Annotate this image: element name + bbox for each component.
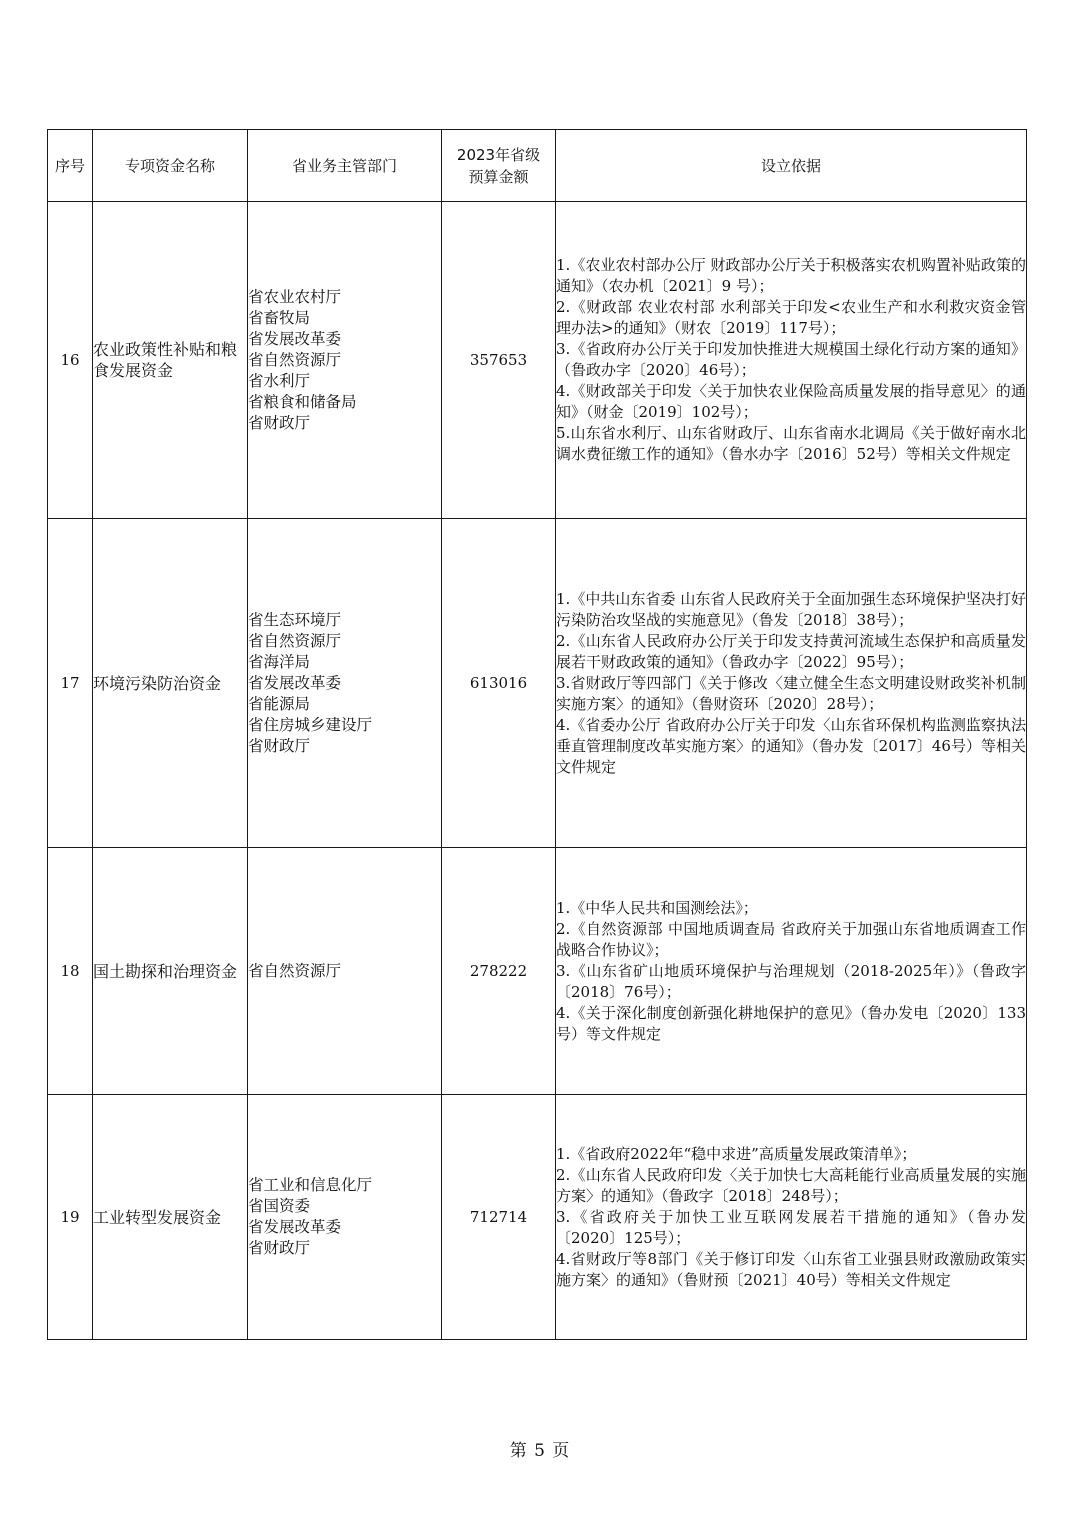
table-row	[48, 1095, 1027, 1340]
table-row	[48, 848, 1027, 1095]
header-seq: 序号	[48, 130, 93, 202]
dept-item: 省住房城乡建设厅	[248, 715, 373, 734]
dept-item: 省自然资源厅	[248, 631, 342, 650]
basis-item: 3.《山东省矿山地质环境保护与治理规划（2018-2025年）》（鲁政字〔2018〕76号）；	[556, 961, 1026, 1001]
dept-item: 省财政厅	[248, 736, 311, 755]
row-depts	[248, 519, 442, 848]
basis-item: 5.山东省水利厅、山东省财政厅、山东省南水北调局《关于做好南水北调水费征缴工作的通知》（鲁水办字〔2016〕52号）等相关文件规定	[556, 424, 1026, 463]
row-seq: 17	[48, 519, 93, 848]
row-fund-name: 农业政策性补贴和粮食发展资金	[93, 202, 248, 519]
basis-item: 2.《财政部 农业农村部 水利部关于印发<农业生产和水利救灾资金管理办法>的通知》（财农〔2019〕117号）；	[556, 298, 1026, 337]
page-number: 第 5 页	[509, 1441, 571, 1461]
row-depts	[248, 848, 442, 1095]
basis-item: 1.《中华人民共和国测绘法》；	[556, 898, 758, 917]
table-row	[48, 202, 1027, 519]
header-name: 专项资金名称	[93, 130, 248, 202]
basis-item: 4.省财政厅等8部门《关于修订印发〈山东省工业强县财政激励政策实施方案〉的通知》（鲁财预〔2021〕40号）等相关文件规定	[556, 1249, 1026, 1289]
row-amount: 278222	[442, 848, 556, 1095]
header-basis: 设立依据	[556, 130, 1027, 202]
basis-item: 2.《山东省人民政府办公厅关于印发支持黄河流域生态保护和高质量发展若干财政政策的通知》（鲁政办字〔2022〕95号）；	[556, 631, 1026, 671]
dept-item: 省财政厅	[248, 1239, 311, 1257]
basis-item: 2.《自然资源部 中国地质调查局 省政府关于加强山东省地质调查工作战略合作协议》；	[556, 919, 1026, 959]
row-amount: 613016	[442, 519, 556, 848]
row-basis	[556, 519, 1027, 848]
dept-item: 省自然资源厅	[248, 350, 342, 369]
dept-item: 省自然资源厅	[248, 961, 342, 980]
header-amount-line1: 2023年省级	[456, 145, 541, 164]
row-amount: 712714	[442, 1095, 556, 1340]
basis-item: 3.省财政厅等四部门《关于修改〈建立健全生态文明建设财政奖补机制实施方案〉的通知》（鲁财资环〔2020〕28号）；	[556, 673, 1026, 713]
dept-item: 省发展改革委	[248, 1218, 342, 1236]
basis-item: 3.《省政府关于加快工业互联网发展若干措施的通知》（鲁办发〔2020〕125号）；	[556, 1207, 1026, 1247]
row-depts	[248, 1095, 442, 1340]
row-amount: 357653	[442, 202, 556, 519]
basis-item: 4.《财政部关于印发〈关于加快农业保险高质量发展的指导意见〉的通知》（财金〔2019〕102号）；	[556, 382, 1026, 421]
dept-item: 省发展改革委	[248, 673, 342, 692]
basis-item: 2.《山东省人民政府印发〈关于加快七大高耗能行业高质量发展的实施方案〉的通知》（鲁政字〔2018〕248号）；	[556, 1165, 1026, 1205]
dept-item: 省国资委	[248, 1197, 311, 1215]
basis-item: 4.《省委办公厅 省政府办公厅关于印发〈山东省环保机构监测监察执法垂直管理制度改革实施方案〉的通知》（鲁办发〔2017〕46号）等相关文件规定	[556, 715, 1026, 776]
dept-item: 省工业和信息化厅	[248, 1176, 373, 1194]
basis-item: 3.《省政府办公厅关于印发加快推进大规模国土绿化行动方案的通知》（鲁政办字〔2020〕46号）；	[556, 340, 1026, 379]
row-fund-name: 环境污染防治资金	[93, 519, 248, 848]
row-basis	[556, 848, 1027, 1095]
table-row	[48, 519, 1027, 848]
row-seq: 18	[48, 848, 93, 1095]
fund-table	[47, 129, 1027, 1340]
row-seq: 16	[48, 202, 93, 519]
basis-item: 1.《中共山东省委 山东省人民政府关于全面加强生态环境保护坚决打好污染防治攻坚战的实施意见》（鲁发〔2018〕38号）；	[556, 589, 1026, 629]
row-depts	[248, 202, 442, 519]
row-basis	[556, 202, 1027, 519]
dept-item: 省粮食和储备局	[248, 392, 357, 411]
dept-item: 省发展改革委	[248, 329, 342, 348]
dept-item: 省能源局	[248, 694, 311, 713]
dept-item: 省海洋局	[248, 652, 311, 671]
header-amount	[442, 130, 556, 202]
dept-item: 省水利厅	[248, 371, 311, 390]
row-fund-name: 国土勘探和治理资金	[93, 848, 248, 1095]
header-dept: 省业务主管部门	[248, 130, 442, 202]
basis-item: 4.《关于深化制度创新强化耕地保护的意见》（鲁办发电〔2020〕133号）等文件规定	[556, 1003, 1026, 1043]
header-amount-line2: 预算金额	[468, 167, 529, 186]
basis-item: 1.《农业农村部办公厅 财政部办公厅关于积极落实农机购置补贴政策的通知》（农办机〔2021〕9 号）；	[556, 256, 1026, 295]
dept-item: 省生态环境厅	[248, 610, 342, 629]
dept-item: 省畜牧局	[248, 308, 311, 327]
row-basis	[556, 1095, 1027, 1340]
dept-item: 省农业农村厅	[248, 287, 342, 306]
row-seq: 19	[48, 1095, 93, 1340]
dept-item: 省财政厅	[248, 413, 311, 432]
basis-item: 1.《省政府2022年“稳中求进”高质量发展政策清单》；	[556, 1144, 917, 1163]
row-fund-name: 工业转型发展资金	[93, 1095, 248, 1340]
header-row	[48, 130, 1027, 202]
